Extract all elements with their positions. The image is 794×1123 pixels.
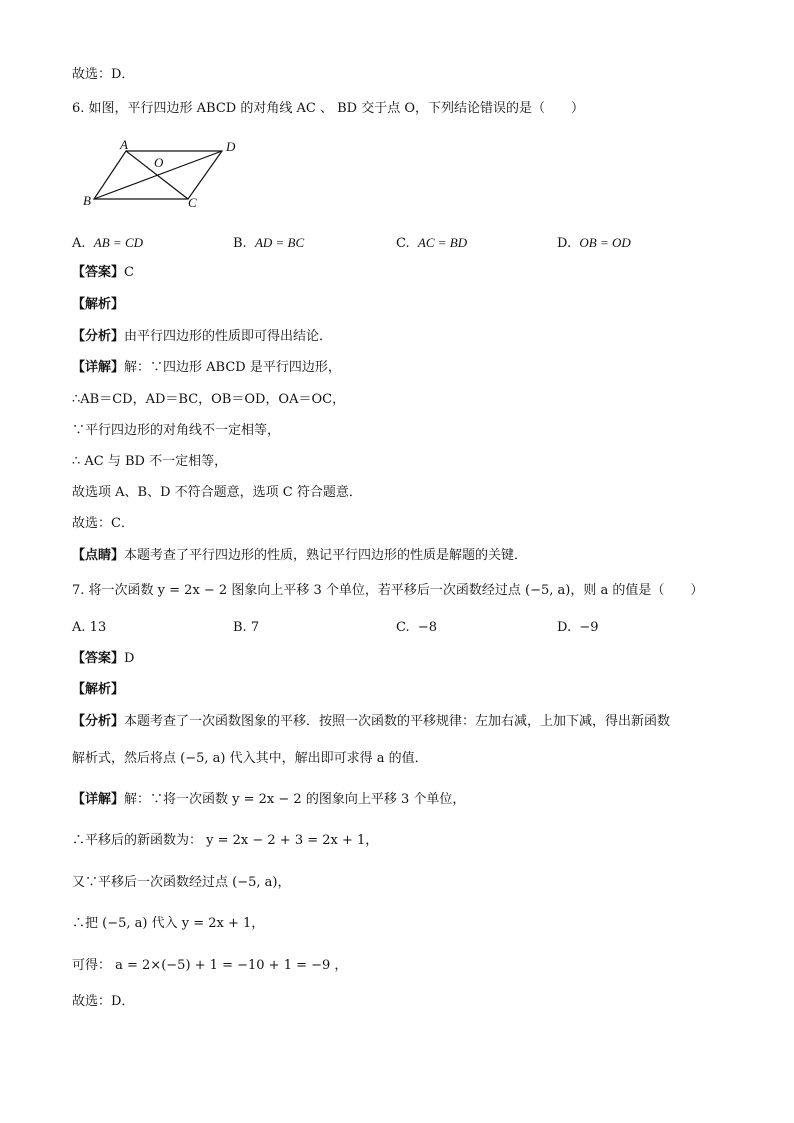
q6-option-c — [396, 234, 467, 253]
q7-step-2: ∴平移后的新函数为： y = 2x − 2 + 3 = 2x + 1， — [72, 833, 379, 848]
q7-stem: 7. 将一次函数 y = 2x − 2 图象向上平移 3 个单位，若平移后一次函数经过点 (−5, a)，则 a 的值是（ ） — [72, 583, 704, 598]
q7-xiangjie-label: 【详解】 — [72, 792, 125, 807]
q7-fenxi-line-1 — [72, 713, 670, 731]
q7-step-1: 解：∵将一次函数 y = 2x − 2 的图象向上平移 3 个单位， — [124, 792, 466, 807]
q6-option-d-text: OB = OD — [579, 235, 631, 250]
q7-option-a-text: 13 — [89, 620, 107, 635]
q6-fenxi-label: 【分析】 — [72, 329, 125, 344]
q6-option-a-text: AB = CD — [93, 235, 144, 250]
q6-answer — [72, 264, 134, 282]
q6-dianjing-text: 本题考查了平行四边形的性质，熟记平行四边形的性质是解题的关键． — [124, 548, 528, 563]
q7-option-b — [233, 619, 259, 637]
q6-step-5: 故选项 A、B、D 不符合题意，选项 C 符合题意． — [72, 485, 362, 500]
q6-option-d-letter: D. — [557, 236, 572, 251]
q6-option-b — [233, 234, 304, 253]
q6-step-4: ∴ AC 与 BD 不一定相等， — [72, 454, 228, 469]
q7-option-c-letter: C. — [396, 620, 410, 635]
q6-step-3: ∵平行四边形的对角线不一定相等， — [72, 423, 281, 438]
vertex-label-d: D — [226, 139, 236, 154]
q6-option-c-letter: C. — [396, 236, 410, 251]
q6-detail-step-1 — [72, 359, 341, 377]
q7-option-b-letter: B. — [233, 620, 247, 635]
q6-option-a-letter: A. — [72, 236, 86, 251]
q6-step-1: 解：∵四边形 ABCD 是平行四边形， — [124, 360, 341, 375]
q6-answer-label: 【答案】 — [72, 265, 125, 280]
q6-step-2: ∴AB＝CD，AD＝BC，OB＝OD，OA＝OC， — [72, 392, 346, 407]
q7-answer-label: 【答案】 — [72, 651, 125, 666]
center-label-o: O — [154, 155, 164, 170]
q7-fenxi-text-1: 本题考查了一次函数图象的平移．按照一次函数的平移规律：左加右减，上加下减，得出新函数 — [124, 714, 671, 729]
q7-answer — [72, 650, 134, 668]
q6-option-d — [557, 234, 631, 253]
q7-option-d-letter: D. — [557, 620, 572, 635]
q7-option-c-text: −8 — [417, 620, 438, 635]
q7-detail-step-1 — [72, 791, 465, 809]
q5-conclusion: 故选：D． — [72, 67, 135, 82]
q7-option-d — [557, 619, 599, 637]
q7-option-b-text: 7 — [250, 620, 260, 635]
parallelogram-figure — [76, 136, 256, 216]
q6-dianjing — [72, 547, 527, 565]
q7-fenxi-label: 【分析】 — [72, 714, 125, 729]
q7-answer-value: D — [124, 651, 135, 666]
q6-option-c-text: AC = BD — [417, 235, 468, 250]
q7-step-6: 故选：D． — [72, 994, 135, 1009]
q6-xiangjie-label: 【详解】 — [72, 360, 125, 375]
q7-option-c — [396, 619, 437, 637]
q7-step-4: ∴把 (−5, a) 代入 y = 2x + 1， — [72, 916, 265, 931]
vertex-label-a: A — [120, 137, 128, 152]
vertex-label-b: B — [83, 193, 91, 208]
q7-option-d-text: −9 — [579, 620, 599, 635]
q7-step-5: 可得： a = 2×(−5) + 1 = −10 + 1 = −9 ， — [72, 958, 348, 973]
q6-stem: 6. 如图，平行四边形 ABCD 的对角线 AC 、 BD 交于点 O，下列结论错误的是（ ） — [72, 101, 584, 116]
q7-analysis-label: 【解析】 — [72, 682, 125, 697]
q7-option-a — [72, 619, 106, 637]
q6-fenxi-text: 由平行四边形的性质即可得出结论． — [124, 329, 333, 344]
q7-fenxi-line-2: 解析式，然后将点 (−5, a) 代入其中，解出即可求得 a 的值． — [72, 751, 428, 766]
vertex-label-c: C — [188, 195, 197, 210]
q7-step-3: 又∵平移后一次函数经过点 (−5, a)， — [72, 875, 291, 890]
q6-dianjing-label: 【点睛】 — [72, 548, 125, 563]
q6-fenxi — [72, 328, 332, 346]
q6-analysis-label: 【解析】 — [72, 297, 125, 312]
q6-answer-value: C — [124, 265, 134, 280]
q6-step-6: 故选：C． — [72, 516, 134, 531]
q6-option-b-letter: B. — [233, 236, 247, 251]
q6-option-a — [72, 234, 143, 253]
q7-option-a-letter: A. — [72, 620, 86, 635]
q6-option-b-text: AD = BC — [254, 235, 305, 250]
